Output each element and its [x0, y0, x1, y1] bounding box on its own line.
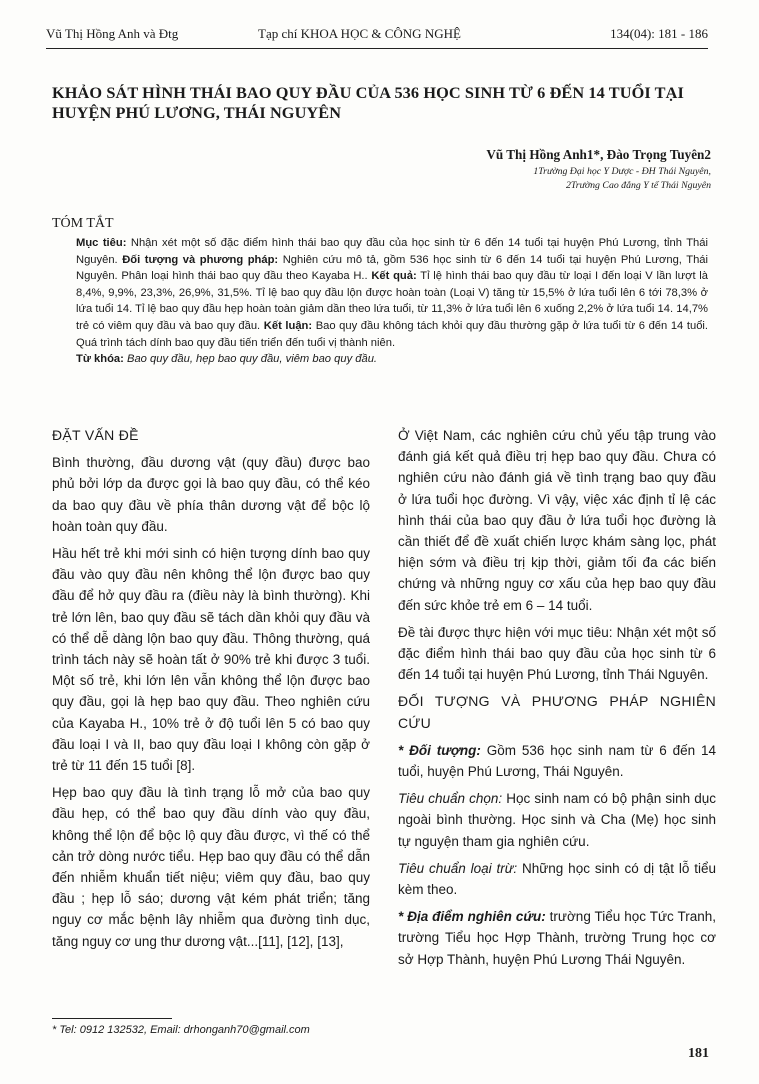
header-issue: 134(04): 181 - 186: [610, 26, 708, 41]
author-list: Vũ Thị Hồng Anh1*, Đào Trọng Tuyên2: [486, 147, 711, 162]
section-heading-methods: ĐỐI TƯỢNG VÀ PHƯƠNG PHÁP NGHIÊN CỨU: [398, 693, 716, 731]
header-journal: Tạp chí KHOA HỌC & CÔNG NGHỆ: [258, 26, 461, 41]
methods-inclusion: [398, 788, 716, 852]
section-heading-introduction: ĐẶT VẤN ĐỀ: [52, 427, 139, 443]
running-header: [46, 22, 708, 49]
right-column: [398, 425, 716, 976]
keywords: [76, 351, 708, 368]
intro-paragraph-3: Hẹp bao quy đầu là tình trạng lỗ mở của bao quy đầu hẹp, có thể bao quy đầu dính vào quy đầu, không thể lộn để bộc lộ quy đầu được, vì thế có thể cản trở dòng nước tiểu. Hẹp bao quy đầu có thể dẫn đến nhiễm khuẩn tiết niệu; viêm quy đầu, bao quy đầu ; hẹp lỗ sáo; dương vật kém phát triển; tăng nguy cơ mắc bệnh lây nhiễm qua đường tình dục, tăng nguy cơ ung thư dương vật...[11], [12], [13],: [52, 785, 370, 949]
label-keywords: Từ khóa:: [76, 353, 124, 366]
intro-paragraph-2: Hầu hết trẻ khi mới sinh có hiện tượng dính bao quy đầu vào quy đầu nên không thể lộn được bao quy đầu để hở quy đầu ra (điều này là bình thường). Khi trẻ lớn lên, bao quy đầu sẽ tách dần khỏi quy đầu và có thể dễ dàng lộn bao quy đầu. Thông thường, quá trình tách này sẽ hoàn tất ở 90% trẻ khi được 3 tuổi. Một số trẻ, khi lớn lên vẫn không thể lộn được bao quy đầu, gọi là hẹp bao quy đầu. Theo nghiên cứu của Kayaba H., 10% trẻ ở độ tuổi lên 5 có bao quy đầu loại I và II, bao quy đầu loại I không còn gặp ở trẻ từ 11 đến 15 tuổi [8].: [52, 546, 370, 774]
text-subjects: Gồm 536 học sinh nam từ 6 đến 14 tuổi, huyện Phú Lương, Thái Nguyên.: [398, 742, 717, 780]
text-methods: Nghiên cứu mô tả, gồm 536 học sinh từ 6 đến 14 tuổi tại huyện Phú Lương, Thái Nguyên. Phân loại hình thái bao quy đầu theo Kayaba H..: [76, 253, 709, 283]
text-conclusion: Bao quy đầu không tách khỏi quy đầu thường gặp ở lứa tuổi từ 6 đến 14 tuổi. Quá trình tách dính bao quy đầu tiến triển đến tuổi vị thành niên.: [76, 319, 709, 349]
abstract-paragraph: [76, 235, 708, 351]
label-location: * Địa điểm nghiên cứu:: [398, 909, 546, 925]
text-inclusion: Học sinh nam có bộ phận sinh dục ngoài bình thường. Học sinh và Cha (Mẹ) học sinh tự nguyện tham gia nghiên cứu.: [398, 791, 716, 849]
text-keywords: Bao quy đầu, hẹp bao quy đầu, viêm bao quy đầu.: [123, 353, 378, 366]
label-methods: Đối tượng và phương pháp:: [122, 253, 279, 266]
paper-title: KHẢO SÁT HÌNH THÁI BAO QUY ĐẦU CỦA 536 HỌC SINH TỪ 6 ĐẾN 14 TUỔI TẠI HUYỆN PHÚ LƯƠNG, THÁI NGUYÊN: [52, 83, 684, 122]
label-subjects: * Đối tượng:: [398, 742, 481, 758]
text-exclusion: Những học sinh có dị tật lỗ tiểu kèm theo.: [398, 860, 716, 898]
abstract-heading: TÓM TẮT: [52, 216, 114, 231]
text-results: Tỉ lệ hình thái bao quy đầu từ loại I đến loại V lần lượt là 8,4%, 9,9%, 23,3%, 26,9%, 31,5%. Tỉ lệ bao quy đầu lộn được hoàn toàn (Loại V) tăng từ 15,5% ở lứa tuổi lên 6 tới 78,3% ở lứa tuổi 14. Tỉ lệ bao quy đầu hẹp hoàn toàn giảm dần theo lứa tuổi, từ 11,3% ở lứa tuổi lên 6 xuống 2,2% ở lứa tuổi 14. 14,7% trẻ có viêm quy đầu và bao quy đầu.: [76, 270, 708, 332]
footnote-rule: [52, 1018, 172, 1019]
left-column: [52, 425, 370, 958]
label-objective: Mục tiêu:: [76, 237, 127, 249]
methods-exclusion: [398, 858, 716, 900]
page-number: 181: [688, 1046, 709, 1061]
intro-paragraph-1: Bình thường, đầu dương vật (quy đầu) được bao phủ bởi lớp da được gọi là bao quy đầu, có thể kéo da bao quy đầu về phía thân dương vật để bộc lộ hoàn toàn quy đầu.: [52, 455, 370, 534]
abstract-body: [76, 235, 708, 368]
text-objective: Nhận xét một số đặc điểm hình thái bao quy đầu của học sinh từ 6 đến 14 tuổi tại huyện Phú Lương, tỉnh Thái Nguyên.: [76, 237, 708, 266]
header-authors: Vũ Thị Hồng Anh và Đtg: [46, 26, 179, 41]
label-conclusion: Kết luận:: [263, 319, 313, 332]
label-results: Kết quả:: [371, 270, 417, 283]
methods-subjects: [398, 740, 716, 782]
affiliation-1: 1Trường Đại học Y Dược - ĐH Thái Nguyên,: [533, 166, 711, 177]
footnote: * Tel: 0912 132532, Email: drhonganh70@gmail.com: [52, 1024, 310, 1036]
label-exclusion: Tiêu chuẩn loại trừ:: [398, 860, 518, 876]
label-inclusion: Tiêu chuẩn chọn:: [398, 791, 503, 807]
intro-paragraph-4: Ở Việt Nam, các nghiên cứu chủ yếu tập trung vào đánh giá kết quả điều trị hẹp bao quy đầu. Chưa có nghiên cứu nào đánh giá về tình trạng bao quy đầu ở lứa tuổi học đường. Vì vậy, việc xác định tỉ lệ các hình thái của bao quy đầu ở lứa tuổi học đường là cần thiết để đề xuất chiến lược khám sàng lọc, phát hiện sớm và điều trị kịp thời, giảm tối đa các biến chứng và những nguy cơ xấu của hẹp bao quy đầu đến sức khỏe trẻ em 6 – 14 tuổi.: [398, 428, 716, 613]
affiliation-2: 2Trường Cao đẳng Y tế Thái Nguyên: [565, 180, 711, 191]
text-location: trường Tiểu học Tức Tranh, trường Tiểu học Hợp Thành, trường Trung học cơ sở Hợp Thành, huyện Phú Lương Thái Nguyên.: [398, 909, 716, 967]
methods-location: [398, 906, 716, 970]
intro-paragraph-5: Đề tài được thực hiện với mục tiêu: Nhận xét một số đặc điểm hình thái bao quy đầu của học sinh từ 6 đến 14 tuổi tại huyện Phú Lương, tỉnh Thái Nguyên.: [398, 624, 716, 683]
